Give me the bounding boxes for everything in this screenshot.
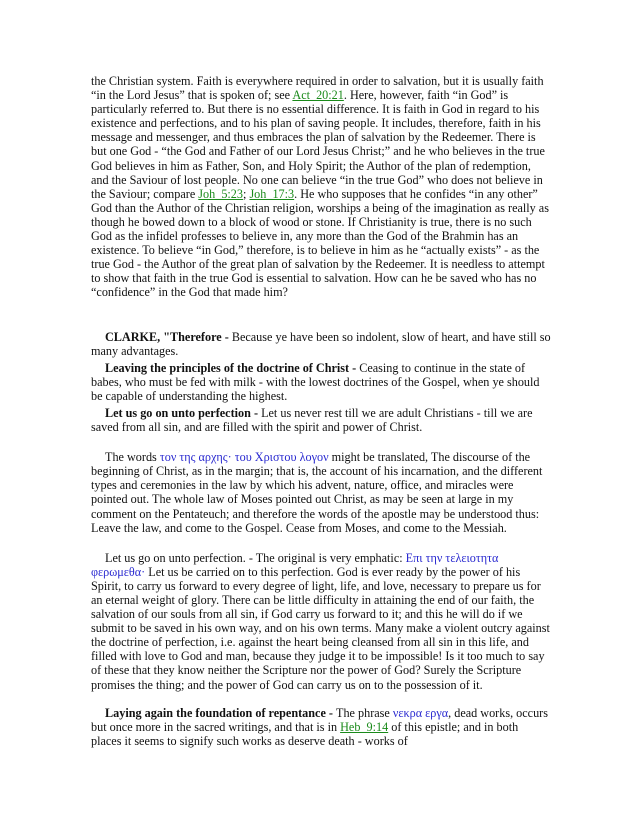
- paragraph-text: Let us be carried on to this perfection. God is ever ready by the power of his Spirit, to carry us forward to every degree of light, life, and love, necessary to prepare us for an eternal weight of glory. There can be little difficulty in attaining the end of our faith, the salvation of our souls from all sin, if God carry us forward to it; and this he will do if we submit to be saved in his own way, and on his own terms. Many make a violent outcry against the doctrine of perfection, i.e. against the heart being cleansed from all sin in this life, and filled with love to God and man, because they judge it to be impossible! Is it too much to say of these that they know neither the Scripture nor the power of God? Surely the Scripture promises the thing; and the power of God can carry us on to the possession of it.: [91, 564, 550, 692]
- principles-paragraph: [91, 361, 551, 403]
- scripture-link-acts[interactable]: Act_20:21: [292, 88, 344, 103]
- paragraph-text: the Christian system. Faith is everywhere required in order to salvation, but it is usually faith “in the Lord Jesus” that is spoken of; see: [91, 74, 544, 103]
- paragraph-text: The phrase: [336, 705, 393, 720]
- verse-phrase-heading: Let us go on unto perfection -: [105, 405, 262, 420]
- repentance-paragraph: [91, 695, 551, 748]
- verse-phrase-heading: Leaving the principles of the doctrine of Christ -: [105, 360, 360, 375]
- paragraph-text: Because ye have been so indolent, slow of heart, and have still so many advantages.: [91, 329, 551, 358]
- verse-phrase-heading: Laying again the foundation of repentance -: [105, 705, 337, 720]
- paragraph-text: , dead works, occurs but once more in the sacred writings, and that is in: [91, 705, 548, 734]
- paragraph-text: ;: [243, 186, 250, 201]
- scripture-link-john-5[interactable]: Joh_5:23: [198, 186, 243, 201]
- scripture-link-john-17[interactable]: Joh_17:3: [249, 186, 295, 201]
- greek-phrase: Επι την τελειοτητα φερωμεθα·: [91, 550, 499, 579]
- commentary-heading: CLARKE, "Therefore -: [105, 329, 232, 344]
- paragraph-text: of this epistle; and in both places it seems to signify such works as deserve death - works of: [91, 719, 519, 748]
- document-page: [91, 74, 551, 748]
- paragraph-text: The words: [105, 450, 160, 465]
- paragraph-text: Let us never rest till we are adult Christians - till we are saved from all sin, and are filled with the spirit and power of Christ.: [91, 405, 533, 435]
- paragraph-text: . He who supposes that he confides “in any other” God than the Author of the Christian religion, worships a being of the imagination as really as though he bowed down to a block of wood or stone. If Christianity is true, there is no such God as the infidel professes to believe in, any more than the God of the Brahmin has an existence. To believe “in God,” therefore, is to believe in him as he “actually exists” - as the true God - the Author of the great plan of salvation by the Redeemer. It is needless to attempt to show that faith in the true God is essential to salvation. How can he be saved who has no “confidence” in the God that made him?: [91, 186, 549, 300]
- emphatic-paragraph: [91, 540, 551, 692]
- clarke-heading-paragraph: [91, 330, 551, 358]
- greek-phrase: τον της αρχης· του Χριστου λογον: [159, 450, 329, 465]
- greek-phrase: νεκρα εργα: [392, 705, 449, 720]
- scripture-link-hebrews[interactable]: Heb_9:14: [340, 719, 389, 734]
- perfection-paragraph: [91, 406, 551, 434]
- words-paragraph: [91, 439, 551, 535]
- barnes-commentary-paragraph: [91, 74, 551, 300]
- paragraph-text: Ceasing to continue in the state of babes, who must be fed with milk - with the lowest doctrines of the Gospel, when ye should be capable of understanding the highest.: [91, 360, 540, 403]
- paragraph-text: might be translated, The discourse of the beginning of Christ, as in the margin; that is, the account of his incarnation, and the different types and ceremonies in the law by which his advent, nature, office, and miracles were pointed out. The whole law of Moses pointed out Christ, as may be seen at large in my comment on the Pentateuch; and therefore the words of the apostle may be understood thus: Leave the law, and come to the Gospel. Cease from Moses, and come to the Messiah.: [91, 450, 543, 535]
- paragraph-text: . Here, however, faith “in God” is particularly referred to. But there is no essential difference. It is faith in God in regard to his existence and perfections, and to his plan of saving people. It includes, therefore, faith in his message and messenger, and thus embraces the plan of salvation by the Redeemer. There is but one God - “the God and Father of our Lord Jesus Christ;” and he who believes in the true God believes in him as Father, Son, and Holy Spirit; the Author of the plan of redemption, and the Saviour of lost people. No one can believe “in the true God” who does not believe in the Saviour; compare: [91, 88, 545, 201]
- paragraph-text: Let us go on unto perfection. - The original is very emphatic:: [105, 550, 406, 565]
